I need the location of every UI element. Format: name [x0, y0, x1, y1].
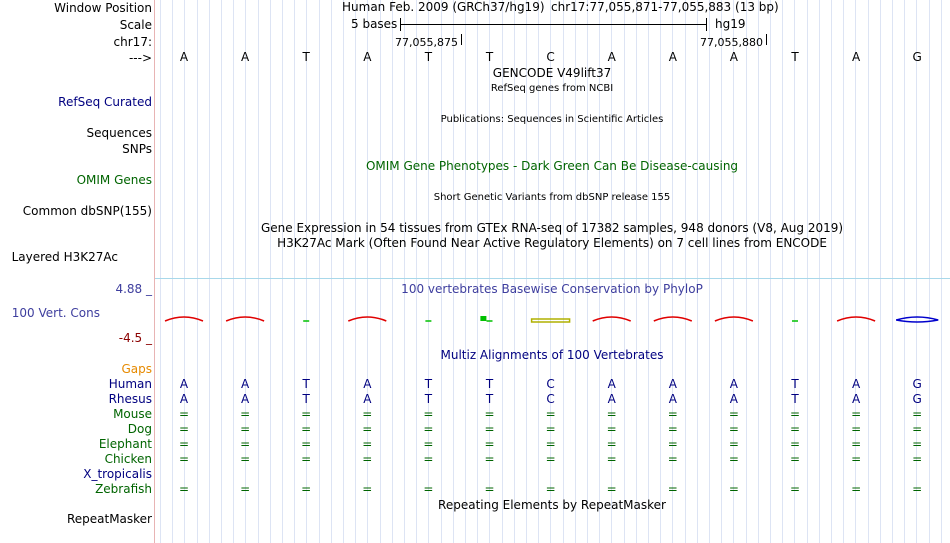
- grid-line: [904, 0, 905, 543]
- alignment-base: A: [729, 392, 738, 406]
- phylop-graph: [155, 300, 950, 330]
- alignment-base: =: [362, 452, 373, 466]
- alignment-base: =: [484, 452, 495, 466]
- phylop-mark: [593, 317, 631, 321]
- alignment-base: =: [545, 437, 556, 451]
- grid-line: [892, 0, 893, 543]
- grid-line: [758, 0, 759, 543]
- alignment-base: =: [912, 482, 923, 496]
- grid-line: [807, 0, 808, 543]
- alignment-base: =: [667, 437, 678, 451]
- grid-line: [709, 0, 710, 543]
- phylop-mark: [226, 317, 264, 321]
- species-label[interactable]: Elephant: [98, 437, 152, 451]
- alignment-base: T: [791, 392, 799, 406]
- grid-line: [782, 0, 783, 543]
- alignment-base: =: [545, 422, 556, 436]
- alignment-base: A: [240, 377, 250, 391]
- alignment-base: A: [668, 392, 677, 406]
- alignment-base: =: [789, 422, 801, 436]
- alignment-base: =: [912, 422, 923, 436]
- alignment-base: A: [179, 377, 189, 391]
- alignment-base: T: [485, 377, 494, 391]
- alignment-base: =: [606, 407, 617, 421]
- alignment-base: A: [363, 377, 372, 391]
- grid-line: [697, 0, 698, 543]
- refseq-label[interactable]: RefSeq Curated: [58, 95, 152, 109]
- omim-title[interactable]: OMIM Gene Phenotypes - Dark Green Can Be Disease-causing: [365, 159, 739, 173]
- grid-line: [477, 0, 478, 543]
- alignment-base: =: [728, 452, 739, 466]
- alignment-base: =: [484, 422, 495, 436]
- alignment-base: =: [362, 482, 373, 496]
- alignment-base: =: [912, 407, 923, 421]
- gtex-title[interactable]: Gene Expression in 54 tissues from GTEx RNA-seq of 17382 samples, 948 donors (V8, Aug 2019): [260, 221, 844, 235]
- alignment-base: A: [607, 392, 616, 406]
- multiz-title[interactable]: Multiz Alignments of 100 Vertebrates: [440, 348, 664, 362]
- assembly-text: Human Feb. 2009 (GRCh37/hg19): [342, 0, 545, 14]
- base-letter: T: [424, 50, 433, 64]
- alignment-base: =: [789, 482, 801, 496]
- alignment-base: =: [423, 437, 434, 451]
- alignment-base: A: [668, 377, 677, 391]
- dbsnp-label[interactable]: Common dbSNP(155): [22, 204, 152, 218]
- alignment-base: A: [363, 392, 372, 406]
- alignment-base: A: [851, 377, 861, 391]
- grid-line: [721, 0, 722, 543]
- grid-line: [331, 0, 332, 543]
- grid-line: [868, 0, 869, 543]
- snps-label[interactable]: SNPs: [122, 142, 152, 156]
- alignment-base: =: [789, 452, 801, 466]
- repeat-label[interactable]: RepeatMasker: [66, 512, 152, 526]
- alignment-base: T: [424, 392, 433, 406]
- alignment-base: =: [301, 482, 312, 496]
- alignment-base: =: [667, 452, 678, 466]
- alignment-base: A: [240, 392, 250, 406]
- scale-bar-left-tick: [400, 18, 401, 31]
- alignment-base: G: [912, 377, 922, 391]
- alignment-base: =: [606, 452, 617, 466]
- species-label[interactable]: Mouse: [113, 407, 152, 421]
- alignment-base: =: [728, 437, 739, 451]
- base-letter: G: [912, 50, 922, 64]
- strand-label: --->: [128, 51, 152, 65]
- phylop-title[interactable]: 100 vertebrates Basewise Conservation by PhyloP: [401, 282, 703, 296]
- omim-label[interactable]: OMIM Genes: [76, 173, 152, 187]
- alignment-base: =: [606, 437, 617, 451]
- alignment-base: =: [240, 452, 251, 466]
- alignment-base: T: [302, 377, 310, 391]
- refseq-subtitle: RefSeq genes from NCBI: [490, 83, 614, 94]
- alignment-base: =: [789, 407, 801, 421]
- window-position-label: Window Position: [54, 1, 152, 15]
- base-letter: A: [240, 50, 250, 64]
- chrom-label: chr17:: [113, 35, 152, 49]
- grid-line: [258, 0, 259, 543]
- grid-line: [624, 0, 625, 543]
- alignment-base: =: [178, 407, 190, 421]
- alignment-base: =: [789, 437, 801, 451]
- alignment-base: =: [667, 422, 678, 436]
- alignment-base: =: [362, 437, 373, 451]
- grid-line: [831, 0, 832, 543]
- phylop-max: 4.88 _: [115, 282, 152, 296]
- grid-line: [233, 0, 234, 543]
- phylop-mark: [165, 317, 203, 321]
- grid-line: [648, 0, 649, 543]
- alignment-base: =: [423, 482, 434, 496]
- alignment-base: =: [545, 452, 556, 466]
- base-letter: T: [302, 50, 310, 64]
- phylop-mark: [654, 317, 692, 321]
- dbsnp-title[interactable]: Short Genetic Variants from dbSNP release 155: [433, 192, 671, 203]
- grid-line: [294, 0, 295, 543]
- alignment-base: =: [851, 407, 862, 421]
- alignment-base: =: [484, 482, 495, 496]
- base-letter: A: [729, 50, 738, 64]
- phylop-label[interactable]: 100 Vert. Cons: [11, 306, 100, 320]
- alignment-base: =: [301, 452, 312, 466]
- alignment-base: =: [851, 452, 862, 466]
- grid-line: [746, 0, 747, 543]
- scale-text: 5 bases: [351, 17, 398, 31]
- coord-left: 77,055,875: [395, 36, 458, 49]
- scale-bar-right-tick: [706, 18, 707, 31]
- species-label[interactable]: X_tropicalis: [83, 467, 152, 481]
- alignment-base: =: [178, 437, 190, 451]
- alignment-base: =: [423, 407, 434, 421]
- grid-line: [209, 0, 210, 543]
- phylop-mark: [715, 317, 753, 321]
- alignment-base: =: [362, 407, 373, 421]
- grid-line: [416, 0, 417, 543]
- publications-title[interactable]: Publications: Sequences in Scientific Articles: [440, 114, 664, 125]
- alignment-base: =: [362, 422, 373, 436]
- alignment-base: =: [851, 437, 862, 451]
- species-label[interactable]: Dog: [127, 422, 152, 436]
- phylop-mark: [348, 317, 386, 321]
- h3k27ac-title[interactable]: H3K27Ac Mark (Often Found Near Active Regulatory Elements) on 7 cell lines from ENCODE: [277, 236, 827, 250]
- alignment-base: C: [546, 392, 555, 406]
- coord-right-tick: [766, 34, 767, 45]
- base-letter: A: [668, 50, 677, 64]
- alignment-base: =: [240, 422, 251, 436]
- alignment-base: G: [912, 392, 922, 406]
- phylop-min: -4.5 _: [118, 331, 152, 345]
- alignment-base: =: [667, 407, 678, 421]
- phylop-mark: [837, 317, 875, 321]
- grid-line: [636, 0, 637, 543]
- base-letter: T: [485, 50, 494, 64]
- alignment-base: =: [606, 422, 617, 436]
- alignment-base: =: [423, 422, 434, 436]
- grid-line: [404, 0, 405, 543]
- alignment-base: =: [606, 482, 617, 496]
- alignment-base: =: [178, 482, 190, 496]
- coord-right: 77,055,880: [700, 36, 763, 49]
- phylop-separator: [155, 278, 950, 279]
- alignment-base: A: [851, 392, 861, 406]
- base-letter: A: [607, 50, 616, 64]
- gaps-label[interactable]: Gaps: [121, 362, 152, 376]
- db-text: hg19: [715, 17, 746, 31]
- alignment-base: T: [424, 377, 433, 391]
- grid-line: [172, 0, 173, 543]
- alignment-base: =: [178, 422, 190, 436]
- position-text: chr17:77,055,871-77,055,883 (13 bp): [551, 0, 779, 14]
- base-letter: A: [363, 50, 372, 64]
- grid-line: [819, 0, 820, 543]
- alignment-base: =: [240, 482, 251, 496]
- alignment-base: =: [728, 422, 739, 436]
- alignment-base: =: [301, 437, 312, 451]
- alignment-base: =: [912, 452, 923, 466]
- alignment-base: =: [545, 482, 556, 496]
- gencode-title[interactable]: GENCODE V49lift37: [492, 66, 612, 80]
- alignment-base: =: [728, 407, 739, 421]
- alignment-base: =: [851, 482, 862, 496]
- grid-line: [343, 0, 344, 543]
- grid-line: [392, 0, 393, 543]
- alignment-base: =: [912, 437, 923, 451]
- base-letter: C: [546, 50, 555, 64]
- grid-line: [660, 0, 661, 543]
- grid-line: [929, 0, 930, 543]
- grid-line: [355, 0, 356, 543]
- grid-line: [197, 0, 198, 543]
- grid-line: [770, 0, 771, 543]
- grid-line: [282, 0, 283, 543]
- grid-line: [380, 0, 381, 543]
- species-label[interactable]: Rhesus: [108, 392, 152, 406]
- h3k27ac-label[interactable]: Layered H3K27Ac: [11, 250, 118, 264]
- alignment-base: =: [423, 452, 434, 466]
- alignment-base: =: [545, 407, 556, 421]
- phylop-mark: [480, 316, 486, 321]
- grid-line: [453, 0, 454, 543]
- grid-line: [465, 0, 466, 543]
- base-letter: T: [791, 50, 799, 64]
- alignment-base: T: [302, 392, 310, 406]
- alignment-base: =: [240, 407, 251, 421]
- sequences-label[interactable]: Sequences: [86, 126, 152, 140]
- alignment-base: =: [301, 422, 312, 436]
- alignment-base: A: [179, 392, 189, 406]
- alignment-base: C: [546, 377, 555, 391]
- alignment-base: =: [667, 482, 678, 496]
- grid-line: [270, 0, 271, 543]
- grid-line: [160, 0, 161, 543]
- grid-line: [221, 0, 222, 543]
- alignment-base: A: [729, 377, 738, 391]
- alignment-base: =: [301, 407, 312, 421]
- alignment-base: =: [728, 482, 739, 496]
- alignment-base: =: [484, 437, 495, 451]
- grid-line: [941, 0, 942, 543]
- base-letter: A: [851, 50, 861, 64]
- label-divider: [154, 0, 155, 543]
- species-label[interactable]: Human: [108, 377, 152, 391]
- scale-label: Scale: [119, 18, 152, 32]
- grid-line: [319, 0, 320, 543]
- grid-line: [880, 0, 881, 543]
- grid-line: [843, 0, 844, 543]
- grid-line: [685, 0, 686, 543]
- phylop-mark: [532, 319, 570, 322]
- alignment-base: =: [851, 422, 862, 436]
- alignment-base: T: [791, 377, 799, 391]
- alignment-base: =: [178, 452, 190, 466]
- scale-bar: [400, 24, 706, 25]
- alignment-base: =: [240, 437, 251, 451]
- grid-line: [441, 0, 442, 543]
- species-label[interactable]: Zebrafish: [95, 482, 152, 496]
- repeat-title[interactable]: Repeating Elements by RepeatMasker: [438, 498, 666, 512]
- alignment-base: =: [484, 407, 495, 421]
- phylop-mark: [896, 317, 938, 322]
- alignment-base: A: [607, 377, 616, 391]
- alignment-base: T: [485, 392, 494, 406]
- base-letter: A: [179, 50, 189, 64]
- species-label[interactable]: Chicken: [104, 452, 152, 466]
- coord-left-tick: [461, 34, 462, 45]
